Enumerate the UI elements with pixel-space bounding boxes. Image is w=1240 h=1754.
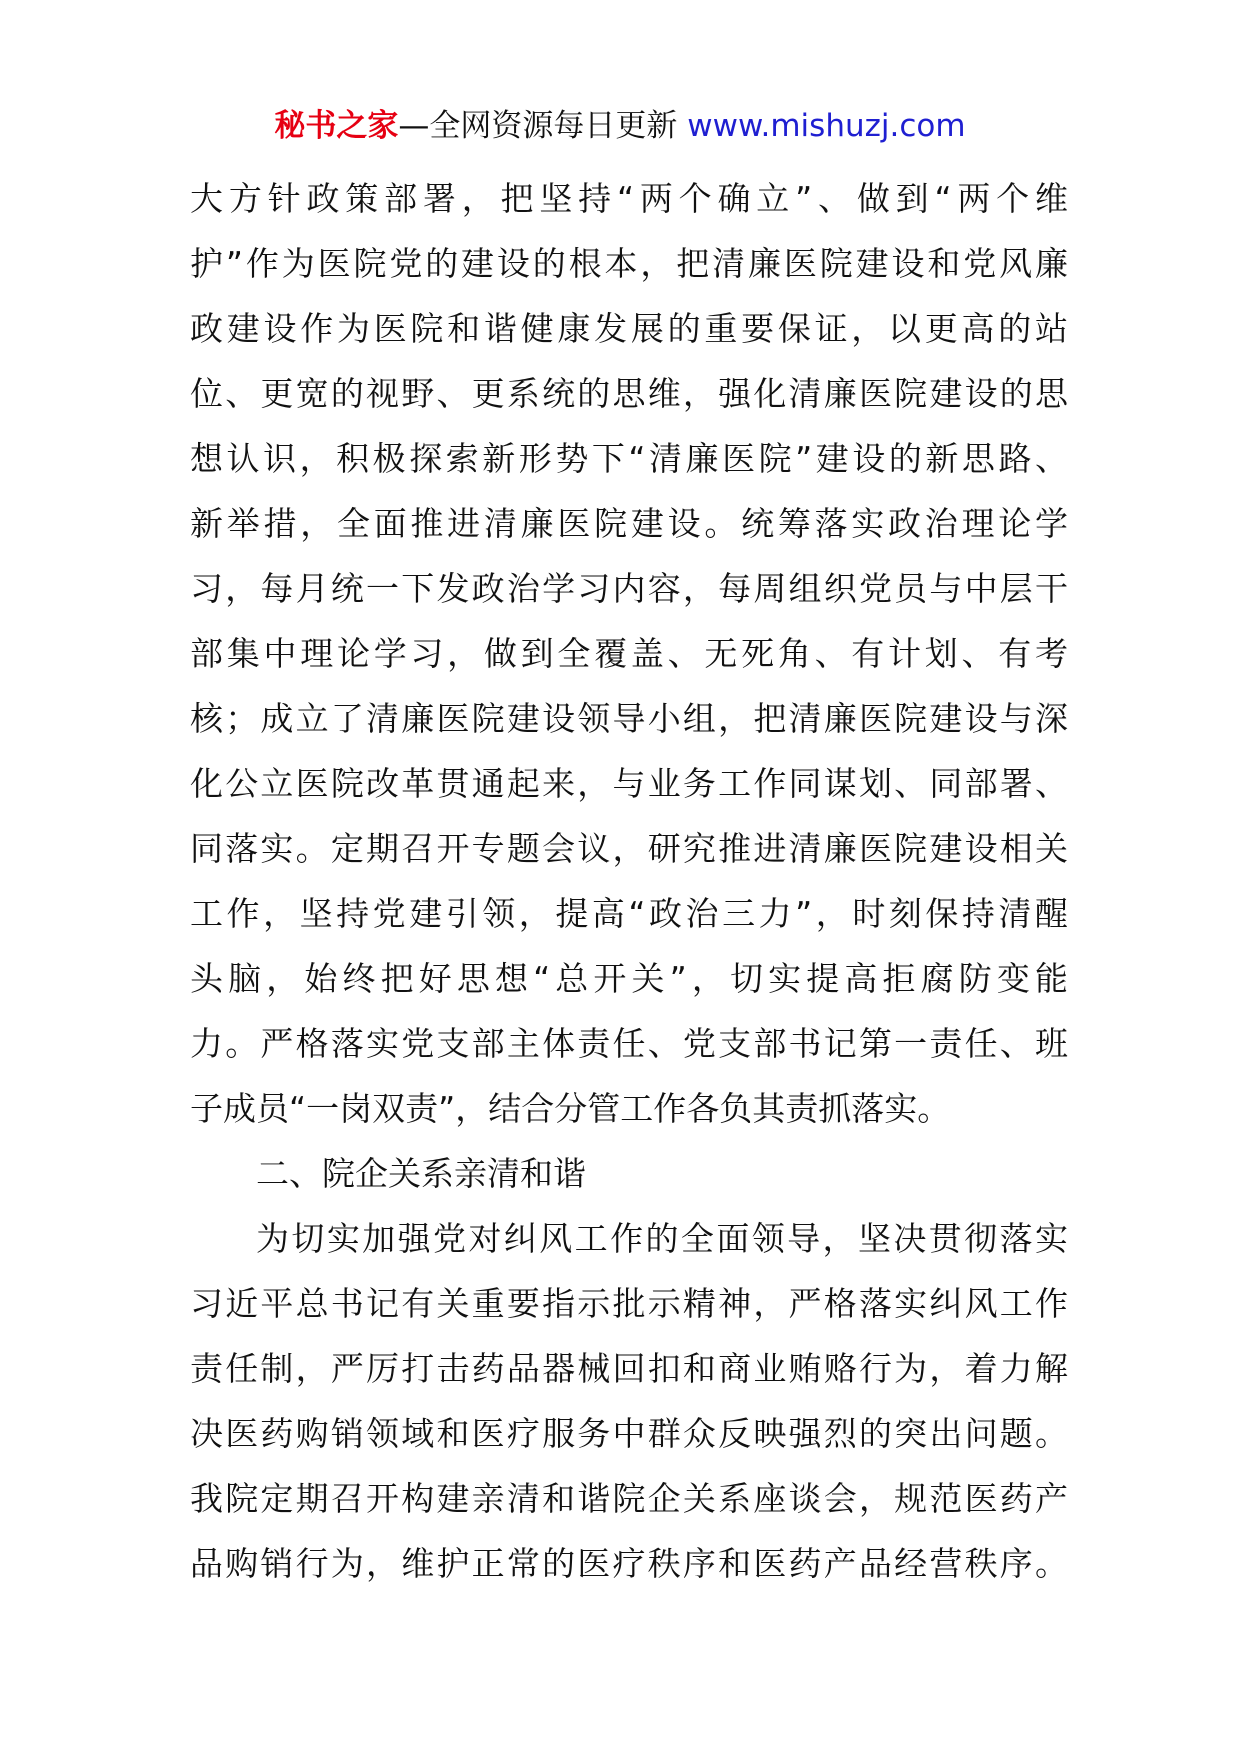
paragraph-line: 头脑，始终把好思想“总开关”，切实提高拒腐防变能 bbox=[190, 959, 1068, 998]
paragraph-line: 同落实。定期召开专题会议，研究推进清廉医院建设相关 bbox=[190, 829, 1068, 868]
paragraph-line: 政建设作为医院和谐健康发展的重要保证，以更高的站 bbox=[190, 309, 1068, 348]
paragraph-line: 位、更宽的视野、更系统的思维，强化清廉医院建设的思 bbox=[190, 374, 1068, 413]
site-brand: 秘书之家 bbox=[274, 108, 399, 144]
paragraph-line: 品购销行为，维护正常的医疗秩序和医药产品经营秩序。 bbox=[190, 1544, 1068, 1583]
paragraph-line: 想认识，积极探索新形势下“清廉医院”建设的新思路、 bbox=[190, 439, 1068, 478]
paragraph-line: 我院定期召开构建亲清和谐院企关系座谈会，规范医药产 bbox=[190, 1479, 1068, 1518]
site-tagline: —全网资源每日更新 bbox=[398, 108, 678, 144]
paragraph-line: 化公立医院改革贯通起来，与业务工作同谋划、同部署、 bbox=[190, 764, 1068, 803]
paragraph-line: 力。严格落实党支部主体责任、党支部书记第一责任、班 bbox=[190, 1024, 1068, 1063]
paragraph-line: 责任制，严厉打击药品器械回扣和商业贿赂行为，着力解 bbox=[190, 1349, 1068, 1388]
paragraph-line: 工作，坚持党建引领，提高“政治三力”，时刻保持清醒 bbox=[190, 894, 1068, 933]
paragraph-line: 部集中理论学习，做到全覆盖、无死角、有计划、有考 bbox=[190, 634, 1068, 673]
paragraph-line: 新举措，全面推进清廉医院建设。统筹落实政治理论学 bbox=[190, 504, 1068, 543]
paragraph-line: 习，每月统一下发政治学习内容，每周组织党员与中层干 bbox=[190, 569, 1068, 608]
paragraph-line: 子成员“一岗双责”，结合分管工作各负其责抓落实。 bbox=[190, 1089, 951, 1128]
section-heading: 二、院企关系亲清和谐 bbox=[256, 1154, 586, 1193]
paragraph-line: 为切实加强党对纠风工作的全面领导，坚决贯彻落实 bbox=[256, 1219, 1068, 1258]
paragraph-line: 核；成立了清廉医院建设领导小组，把清廉医院建设与深 bbox=[190, 699, 1068, 738]
paragraph-line: 护”作为医院党的建设的根本，把清廉医院建设和党风廉 bbox=[190, 244, 1068, 283]
page-header bbox=[0, 104, 1240, 148]
paragraph-line: 决医药购销领域和医疗服务中群众反映强烈的突出问题。 bbox=[190, 1414, 1068, 1453]
paragraph-line: 大方针政策部署，把坚持“两个确立”、做到“两个维 bbox=[190, 179, 1068, 218]
paragraph-line: 习近平总书记有关重要指示批示精神，严格落实纠风工作 bbox=[190, 1284, 1068, 1323]
site-url-link[interactable]: www.mishuzj.com bbox=[687, 108, 966, 144]
document-body bbox=[190, 166, 1068, 1596]
